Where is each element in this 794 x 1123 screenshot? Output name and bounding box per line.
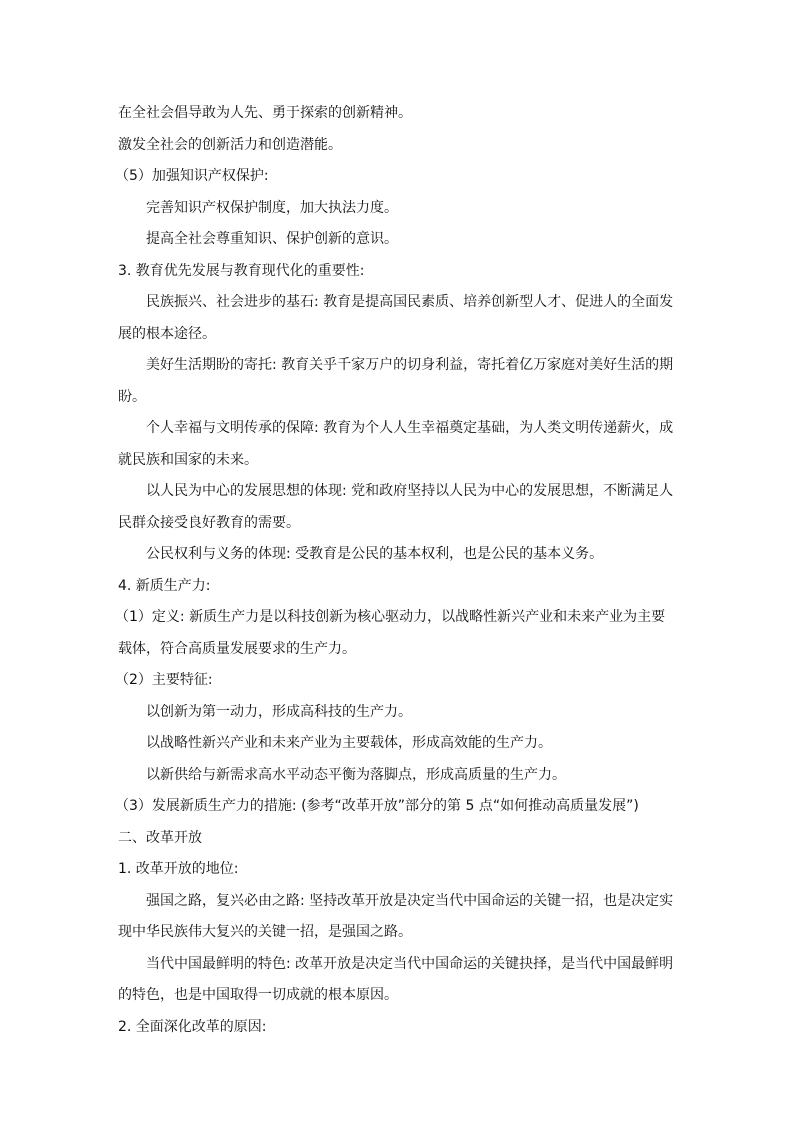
paragraph-line: 激发全社会的创新活力和创造潜能。 bbox=[118, 136, 342, 153]
paragraph-line: 以创新为第一动力，形成高科技的生产力。 bbox=[146, 703, 412, 720]
paragraph-line: 完善知识产权保护制度，加大执法力度。 bbox=[146, 199, 398, 216]
paragraph-line: 公民权利与义务的体现: 受教育是公民的基本权利，也是公民的基本义务。 bbox=[146, 546, 604, 562]
paragraph-line: 提高全社会尊重知识、保护创新的意识。 bbox=[146, 231, 398, 247]
section-heading: 2. 全面深化改革的原因: bbox=[118, 1018, 267, 1035]
section-heading: 1. 改革开放的地位: bbox=[118, 861, 239, 877]
paragraph-line: 美好生活期盼的寄托: 教育关乎千家万户的切身利益，寄托着亿万家庭对美好生活的期 bbox=[146, 357, 674, 373]
section-heading: 3. 教育优先发展与教育现代化的重要性: bbox=[118, 262, 365, 279]
paragraph-line: 载体，符合高质量发展要求的生产力。 bbox=[118, 640, 356, 657]
paragraph-line: 民族振兴、社会进步的基石: 教育是提高国民素质、培养创新型人才、促进人的全面发 bbox=[146, 294, 674, 310]
paragraph-line: 民群众接受良好教育的需要。 bbox=[118, 514, 300, 531]
paragraph-line: 就民族和国家的未来。 bbox=[118, 451, 258, 468]
paragraph-line: 在全社会倡导敢为人先、勇于探索的创新精神。 bbox=[118, 105, 412, 121]
paragraph-line: （1）定义: 新质生产力是以科技创新为核心驱动力，以战略性新兴产业和未来产业为主要 bbox=[115, 609, 666, 625]
paragraph-line: 个人幸福与文明传承的保障: 教育为个人人生幸福奠定基础，为人类文明传递薪火，成 bbox=[146, 420, 674, 436]
paragraph-line: 展的根本途径。 bbox=[118, 325, 216, 342]
paragraph-line: 当代中国最鲜明的特色: 改革开放是决定当代中国命运的关键抉择，是当代中国最鲜明 bbox=[146, 955, 674, 972]
subheading: （3）发展新质生产力的措施: (参考“改革开放”部分的第 5 点“如何推动高质量发展”) bbox=[115, 798, 639, 814]
paragraph-line: 强国之路，复兴必由之路: 坚持改革开放是决定当代中国命运的关键一招，也是决定实 bbox=[146, 892, 674, 909]
paragraph-line: 以战略性新兴产业和未来产业为主要载体，形成高效能的生产力。 bbox=[146, 735, 552, 751]
paragraph-line: 的特色，也是中国取得一切成就的根本原因。 bbox=[118, 987, 398, 1003]
paragraph-line: 以新供给与新需求高水平动态平衡为落脚点，形成高质量的生产力。 bbox=[146, 766, 566, 783]
chapter-heading: 二、改革开放 bbox=[118, 829, 202, 846]
paragraph-line: 以人民为中心的发展思想的体现: 党和政府坚持以人民为中心的发展思想，不断满足人 bbox=[146, 483, 674, 499]
subheading: （5）加强知识产权保护: bbox=[115, 168, 269, 184]
document-body bbox=[115, 98, 678, 1043]
paragraph-line: 现中华民族伟大复兴的关键一招，是强国之路。 bbox=[118, 924, 412, 940]
subheading: （2）主要特征: bbox=[115, 672, 213, 688]
paragraph-line: 盼。 bbox=[118, 388, 146, 405]
section-heading: 4. 新质生产力: bbox=[118, 577, 211, 594]
